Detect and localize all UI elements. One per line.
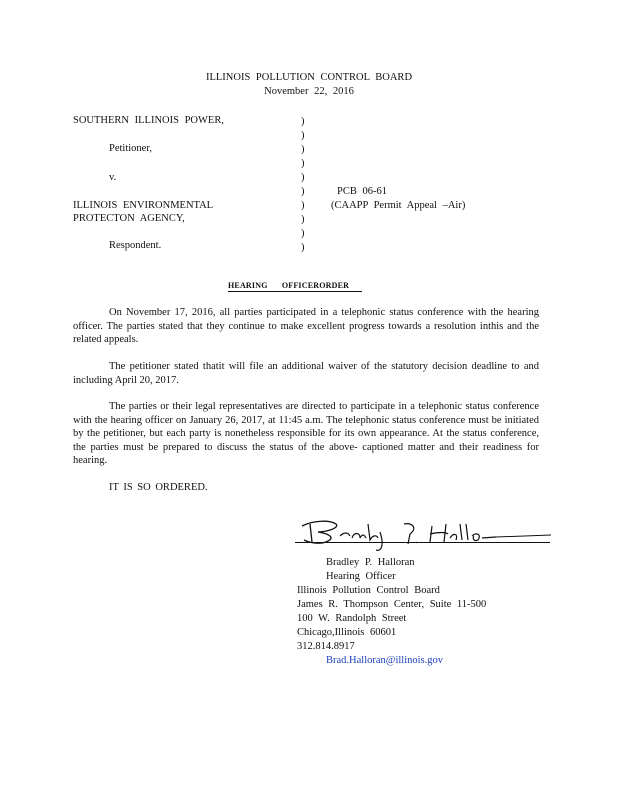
case-number: PCB 06-61 xyxy=(337,186,387,197)
respondent-label: Respondent. xyxy=(109,240,162,251)
paren-line: ) xyxy=(301,144,305,155)
document-date: November 22, 2016 xyxy=(264,86,354,97)
order-title-underline xyxy=(228,291,362,292)
petitioner-name: SOUTHERN ILLINOIS POWER, xyxy=(73,115,224,126)
handwritten-signature xyxy=(296,512,556,552)
paren-line: ) xyxy=(301,116,305,127)
paren-line: ) xyxy=(301,214,305,225)
order-paragraph-3: The parties or their legal representatives are directed to participate in a telephonic status conference with the hearing officer on January 26, 2017, at 11:45 a.m. The telephonic status conference must be initiated by the petitioner, but each party is nonetheless responsible for its own appearance. At the status conference, the parties must be prepared to discuss the status of the above- captioned matter and their readiness for hearing. xyxy=(73,401,539,466)
signature-line xyxy=(295,542,550,543)
phone-number: 312.814.8917 xyxy=(297,641,355,652)
respondent-name-line1: ILLINOIS ENVIRONMENTAL xyxy=(73,200,214,211)
petitioner-label: Petitioner, xyxy=(109,143,153,154)
paren-line: ) xyxy=(301,186,305,197)
paren-line: ) xyxy=(301,200,305,211)
paren-line: ) xyxy=(301,158,305,169)
paren-line: ) xyxy=(301,242,305,253)
order-title: HEARING OFFICERORDER xyxy=(228,281,350,290)
paren-line: ) xyxy=(301,172,305,183)
signer-organization: Illinois Pollution Control Board xyxy=(297,585,440,596)
address-city: Chicago,Illinois 60601 xyxy=(297,627,397,638)
paren-line: ) xyxy=(301,130,305,141)
closing-statement: IT IS SO ORDERED. xyxy=(109,482,208,493)
respondent-name-line2: PROTECTON AGENCY, xyxy=(73,213,185,224)
signer-name: Bradley P. Halloran xyxy=(326,557,415,568)
order-paragraph-2: The petitioner stated thatit will file an additional waiver of the statutory decision deadline to and including April 20, 2017. xyxy=(73,361,539,386)
versus-label: v. xyxy=(109,172,117,183)
paren-line: ) xyxy=(301,228,305,239)
address-line-2: 100 W. Randolph Street xyxy=(297,613,407,624)
agency-title: ILLINOIS POLLUTION CONTROL BOARD xyxy=(205,72,413,83)
signer-title: Hearing Officer xyxy=(326,571,396,582)
address-line-1: James R. Thompson Center, Suite 11-500 xyxy=(297,599,487,610)
email-link[interactable]: Brad.Halloran@illinois.gov xyxy=(326,655,443,666)
case-type: (CAAPP Permit Appeal –Air) xyxy=(331,200,466,211)
order-paragraph-1: On November 17, 2016, all parties participated in a telephonic status conference with the hearing officer. The parties stated that they continue to make excellent progress towards a resolution inthis and the related appeals. xyxy=(73,307,539,345)
caption-parentheses xyxy=(301,115,305,255)
